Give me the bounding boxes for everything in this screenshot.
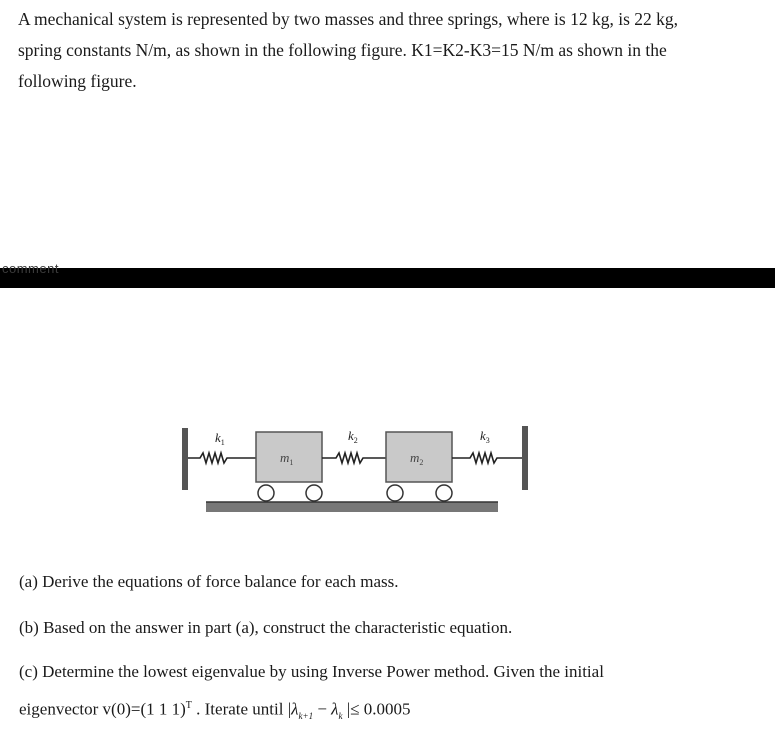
left-wall [182,428,188,490]
sub-k: k [338,711,343,722]
label-m2: $m_2$ [410,450,424,467]
wheel [258,485,274,501]
label-k1: $k_1$ [215,430,225,447]
eigenvector-text: eigenvector v(0)=(1 1 1) [19,699,186,719]
question-a: (a) Derive the equations of force balance for each mass. [19,572,399,591]
wheel [436,485,452,501]
lambda-k1: λ [291,699,299,719]
tolerance-text: |≤ 0.0005 [342,699,411,719]
floor [206,502,498,512]
label-m1: $m_1$ [280,450,294,467]
lambda-k: λ [331,699,339,719]
spring-k2 [322,453,386,463]
label-k2: $k_2$ [348,428,358,445]
iterate-text: . Iterate until | [191,699,292,719]
mass-spring-diagram [176,420,536,520]
transpose-sup: T [185,700,192,711]
comment-label: comment [2,261,59,276]
wheel [306,485,322,501]
problem-statement [18,4,718,97]
comment-divider-bar [0,261,775,288]
sub-k1: k+1 [298,711,314,722]
mass-spring-figure [176,420,536,520]
question-c-line1: (c) Determine the lowest eigenvalue by using Inverse Power method. Given the initial [19,662,604,681]
minus-sign: − [313,699,332,719]
spring-k1 [188,453,256,463]
spring-k3 [452,453,522,463]
right-wall [522,426,528,490]
label-k3: $k_3$ [480,428,490,445]
problem-intro-text: A mechanical system is represented by two masses and three springs, where is 12 kg, is 22 kg, spring constants N/m, as shown in the following figure. K1=K2-K3=15 N/m as shown in the following figure. [18,9,679,91]
question-b: (b) Based on the answer in part (a), construct the characteristic equation. [19,618,513,637]
wheel [387,485,403,501]
question-c-line2 [19,694,411,728]
